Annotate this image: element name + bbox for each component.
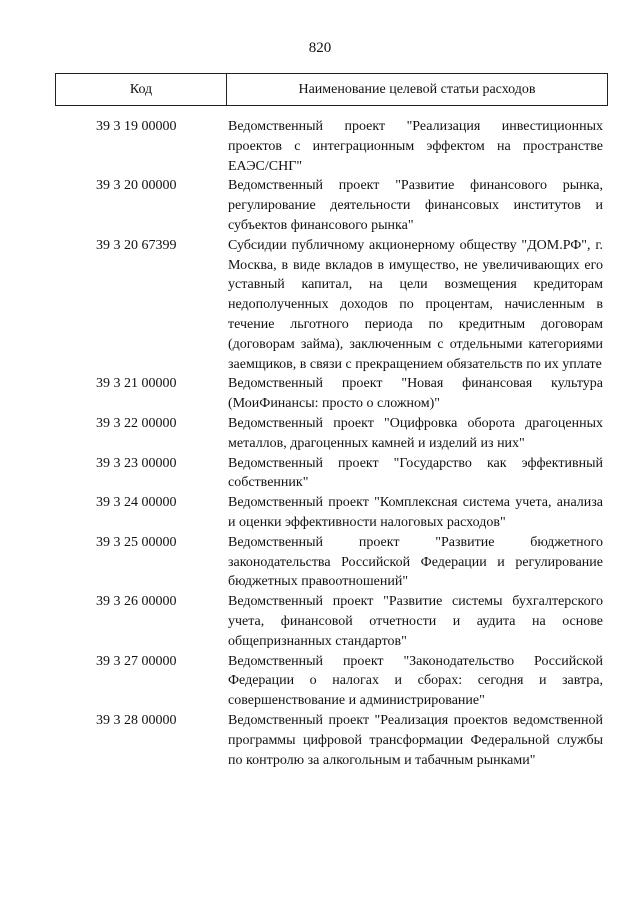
row-name: Ведомственный проект "Развитие системы бухгалтерского учета, финансовой отчетности и аудита на основе общепризнанных стандартов" — [228, 594, 603, 649]
table-row — [0, 414, 640, 454]
table-row — [0, 454, 640, 494]
row-name: Ведомственный проект "Реализация инвестиционных проектов с интеграционным эффектом на пространстве ЕАЭС/СНГ" — [228, 119, 603, 174]
row-code: 39 3 22 00000 — [96, 415, 177, 431]
table-row — [0, 374, 640, 414]
row-code: 39 3 28 00000 — [96, 712, 177, 728]
row-name: Субсидии публичному акционерному обществу "ДОМ.РФ", г. Москва, в виде вкладов в имущество, не увеличивающих его уставный капитал, на цели возмещения кредиторам недополученных доходов по процентам, начисленным в течение льготного периода по кредитным договорам (договорам займа), заключенным с отдельными категориями заемщиков, в связи с прекращением обязательств по их уплате — [228, 237, 603, 372]
row-code: 39 3 24 00000 — [96, 495, 177, 511]
row-name: Ведомственный проект "Развитие финансового рынка, регулирование деятельности финансовых институтов и субъектов финансового рынка" — [228, 178, 603, 233]
table-row — [0, 652, 640, 711]
table-row — [0, 592, 640, 651]
row-code: 39 3 19 00000 — [96, 119, 177, 134]
row-name: Ведомственный проект "Оцифровка оборота драгоценных металлов, драгоценных камней и изделий из них" — [228, 415, 603, 451]
row-name: Ведомственный проект "Реализация проектов ведомственной программы цифровой трансформации Федеральной службы по контролю за алкогольным и табачным рынками" — [228, 712, 603, 768]
table-row — [0, 533, 640, 592]
table-row — [0, 117, 640, 176]
table-row — [0, 493, 640, 533]
row-code: 39 3 27 00000 — [96, 653, 177, 669]
column-header-name: Наименование целевой статьи расходов — [298, 81, 536, 97]
row-name: Ведомственный проект "Комплексная система учета, анализа и оценки эффективности налоговых расходов" — [228, 495, 603, 530]
row-code: 39 3 25 00000 — [96, 534, 177, 550]
table-row — [0, 176, 640, 235]
row-code: 39 3 20 67399 — [96, 237, 177, 253]
row-code: 39 3 20 00000 — [96, 178, 177, 194]
column-header-code: Код — [56, 74, 227, 105]
table-row — [0, 236, 640, 375]
row-name: Ведомственный проект "Развитие бюджетного законодательства Российской Федерации и регулирование бюджетных правоотношений" — [228, 534, 603, 590]
row-code: 39 3 23 00000 — [96, 455, 177, 471]
row-code: 39 3 21 00000 — [96, 376, 177, 392]
row-name: Ведомственный проект "Государство как эффективный собственник" — [228, 455, 603, 491]
row-code: 39 3 26 00000 — [96, 594, 177, 610]
table-row — [0, 711, 640, 770]
page-number: 820 — [308, 40, 332, 56]
expense-items-list — [0, 117, 640, 770]
table-header — [55, 73, 608, 106]
row-name: Ведомственный проект "Новая финансовая культура (МоиФинансы: просто о сложном)" — [228, 376, 603, 412]
row-name: Ведомственный проект "Законодательство Российской Федерации о налогах и сборах: сегодня и завтра, совершенствование и администрирование" — [228, 653, 603, 709]
